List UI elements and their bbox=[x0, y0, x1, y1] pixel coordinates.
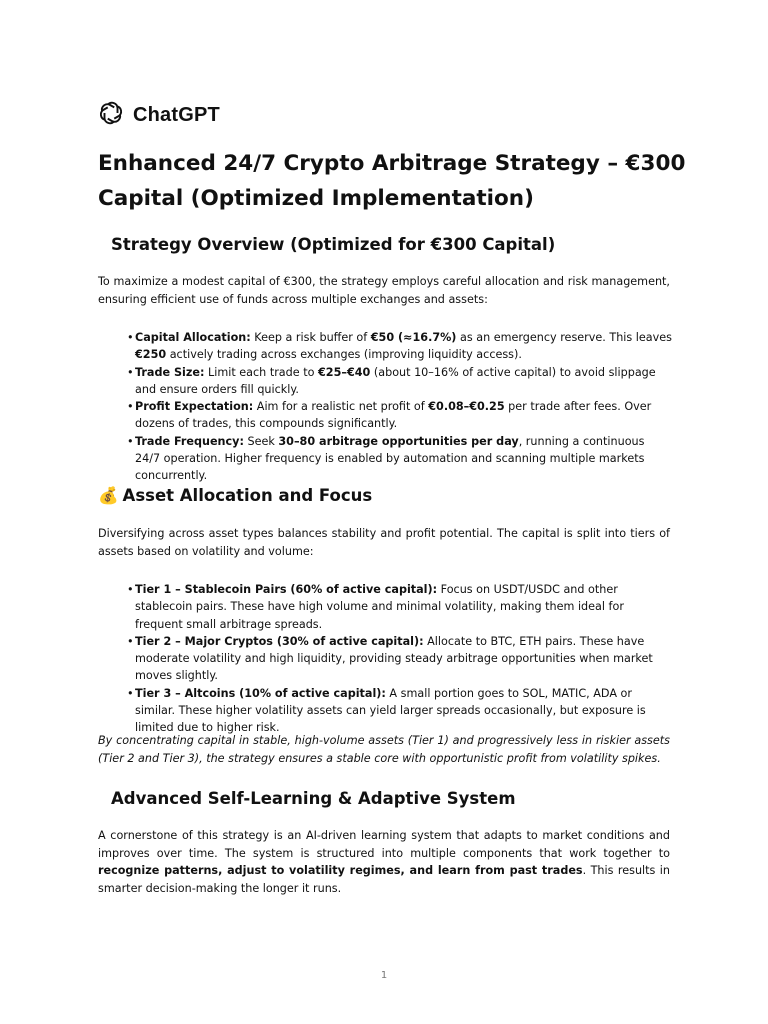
list-item: • Tier 1 – Stablecoin Pairs (60% of active capital): Focus on USDT/USDC and other stablecoin pairs. These have high volume and minimal volatility, making them ideal for frequent small arbitrage spreads. bbox=[127, 581, 672, 633]
list-item: • Tier 3 – Altcoins (10% of active capital): A small portion goes to SOL, MATIC, ADA or similar. These higher volatility assets can yield larger spreads occasionally, but exposure is limited due to higher risk. bbox=[127, 685, 672, 737]
strategy-overview-intro: To maximize a modest capital of €300, the strategy employs careful allocation and risk management, ensuring efficient use of funds across multiple exchanges and assets: bbox=[98, 275, 670, 306]
asset-allocation-intro: Diversifying across asset types balances stability and profit potential. The capital is split into tiers of assets based on volatility and volume: bbox=[98, 527, 670, 558]
self-learning-paragraph: A cornerstone of this strategy is an AI-driven learning system that adapts to market conditions and improves over time. The system is structured into multiple components that work together to recognize patterns, adjust to volatility regimes, and learn from past trades. This results in smarter decision-making the longer it runs. bbox=[98, 829, 670, 895]
list-item: • Trade Size: Limit each trade to €25–€40 (about 10–16% of active capital) to avoid slippage and ensure orders fill quickly. bbox=[127, 364, 672, 399]
brand-name: ChatGPT bbox=[133, 103, 220, 126]
list-item: • Tier 2 – Major Cryptos (30% of active capital): Allocate to BTC, ETH pairs. These have moderate volatility and high liquidity, providing steady arbitrage opportunities when market moves slightly. bbox=[127, 633, 672, 685]
document-title: Enhanced 24/7 Crypto Arbitrage Strategy – €300 Capital (Optimized Implementation) bbox=[98, 151, 686, 211]
strategy-overview-list bbox=[127, 329, 672, 485]
section-heading-asset-allocation: 💰 Asset Allocation and Focus bbox=[98, 486, 373, 505]
asset-allocation-note: By concentrating capital in stable, high-volume assets (Tier 1) and progressively less in riskier assets (Tier 2 and Tier 3), the strategy ensures a stable core with opportunistic profit from volatility spikes. bbox=[98, 734, 670, 765]
page-number: 1 bbox=[380, 970, 388, 981]
list-item: • Profit Expectation: Aim for a realistic net profit of €0.08–€0.25 per trade after fees. Over dozens of trades, this compounds significantly. bbox=[127, 398, 672, 433]
section-heading-strategy-overview: Strategy Overview (Optimized for €300 Capital) bbox=[111, 235, 556, 254]
openai-logo-icon bbox=[98, 100, 124, 130]
list-item: • Capital Allocation: Keep a risk buffer of €50 (≈16.7%) as an emergency reserve. This leaves €250 actively trading across exchanges (improving liquidity access). bbox=[127, 329, 672, 364]
list-item: • Trade Frequency: Seek 30–80 arbitrage opportunities per day, running a continuous 24/7 operation. Higher frequency is enabled by automation and scanning multiple markets concurrently. bbox=[127, 433, 672, 485]
money-bag-icon: 💰 bbox=[98, 486, 119, 505]
section-heading-self-learning: Advanced Self-Learning & Adaptive System bbox=[111, 789, 516, 808]
asset-tier-list bbox=[127, 581, 672, 737]
page-header bbox=[98, 100, 220, 130]
